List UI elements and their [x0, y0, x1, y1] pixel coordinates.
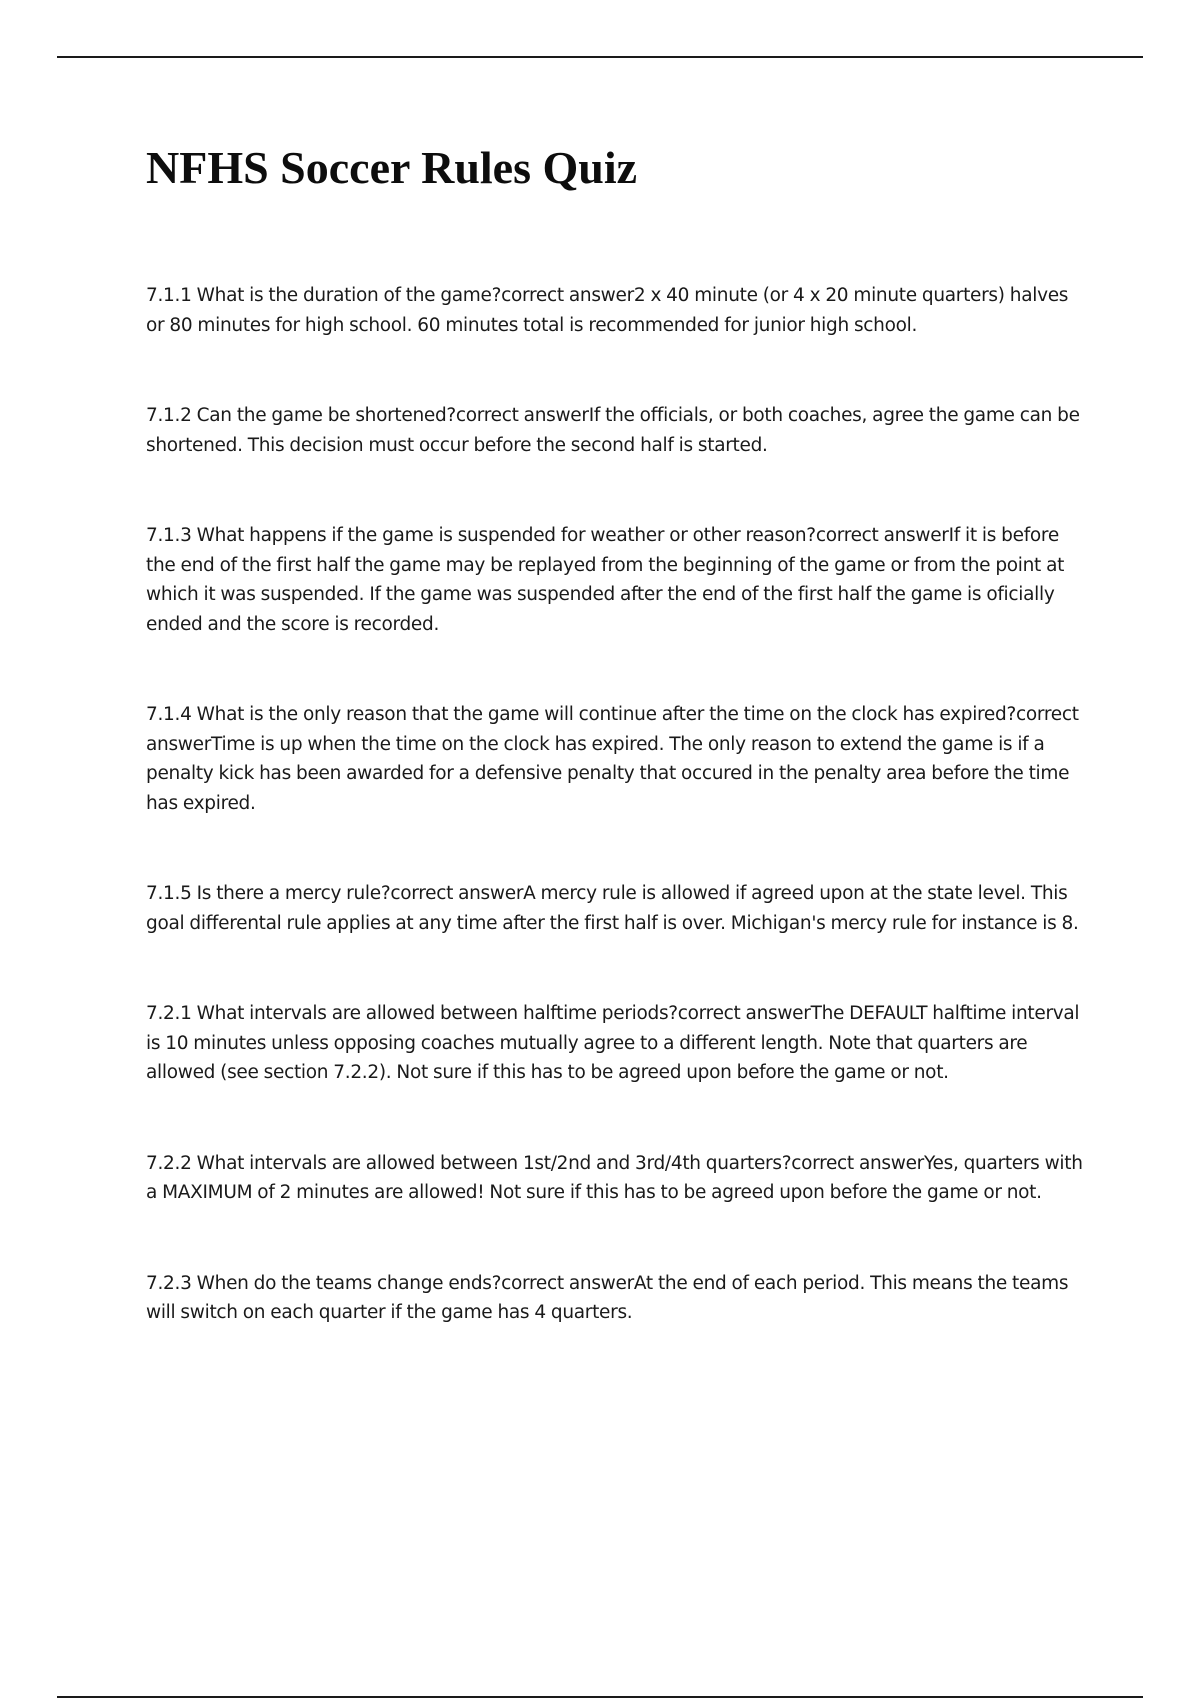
- question-7-2-3: 7.2.3 When do the teams change ends?correct answerAt the end of each period. This means the teams will switch on each quarter if the game has 4 quarters.: [146, 1272, 1069, 1324]
- question-7-1-1: 7.1.1 What is the duration of the game?correct answer2 x 40 minute (or 4 x 20 minute quarters) halves or 80 minutes for high school. 60 minutes total is recommended for junior high school.: [146, 285, 1069, 336]
- top-divider: [57, 56, 1143, 58]
- bottom-divider: [57, 1696, 1143, 1698]
- page-title: NFHS Soccer Rules Quiz: [146, 142, 638, 193]
- question-7-1-4: 7.1.4 What is the only reason that the game will continue after the time on the clock has expired?correct answerTime is up when the time on the clock has expired. The only reason to extend the game is if a penalty kick has been awarded for a defensive penalty that occured in the penalty area before the time has expired.: [146, 704, 1079, 814]
- question-7-1-5: 7.1.5 Is there a mercy rule?correct answerA mercy rule is allowed if agreed upon at the state level. This goal differental rule applies at any time after the first half is over. Michigan's mercy rule for instance is 8.: [146, 883, 1079, 934]
- question-7-1-3: 7.1.3 What happens if the game is suspended for weather or other reason?correct answerIf it is before the end of the first half the game may be replayed from the beginning of the game or from the point at which it was suspended. If the game was suspended after the end of the first half the game is oficially ended and the score is recorded.: [146, 525, 1065, 635]
- question-7-2-1: 7.2.1 What intervals are allowed between halftime periods?correct answerThe DEFAULT halftime interval is 10 minutes unless opposing coaches mutually agree to a different length. Note that quarters are allowed (see section 7.2.2). Not sure if this has to be agreed upon before the game or not.: [146, 1003, 1080, 1084]
- question-7-2-2: 7.2.2 What intervals are allowed between 1st/2nd and 3rd/4th quarters?correct answerYes, quarters with a MAXIMUM of 2 minutes are allowed! Not sure if this has to be agreed upon before the game or not.: [146, 1152, 1083, 1204]
- question-7-1-2: 7.1.2 Can the game be shortened?correct answerIf the officials, or both coaches, agree the game can be shortened. This decision must occur before the second half is started.: [146, 405, 1080, 456]
- document-body: [146, 140, 1086, 1389]
